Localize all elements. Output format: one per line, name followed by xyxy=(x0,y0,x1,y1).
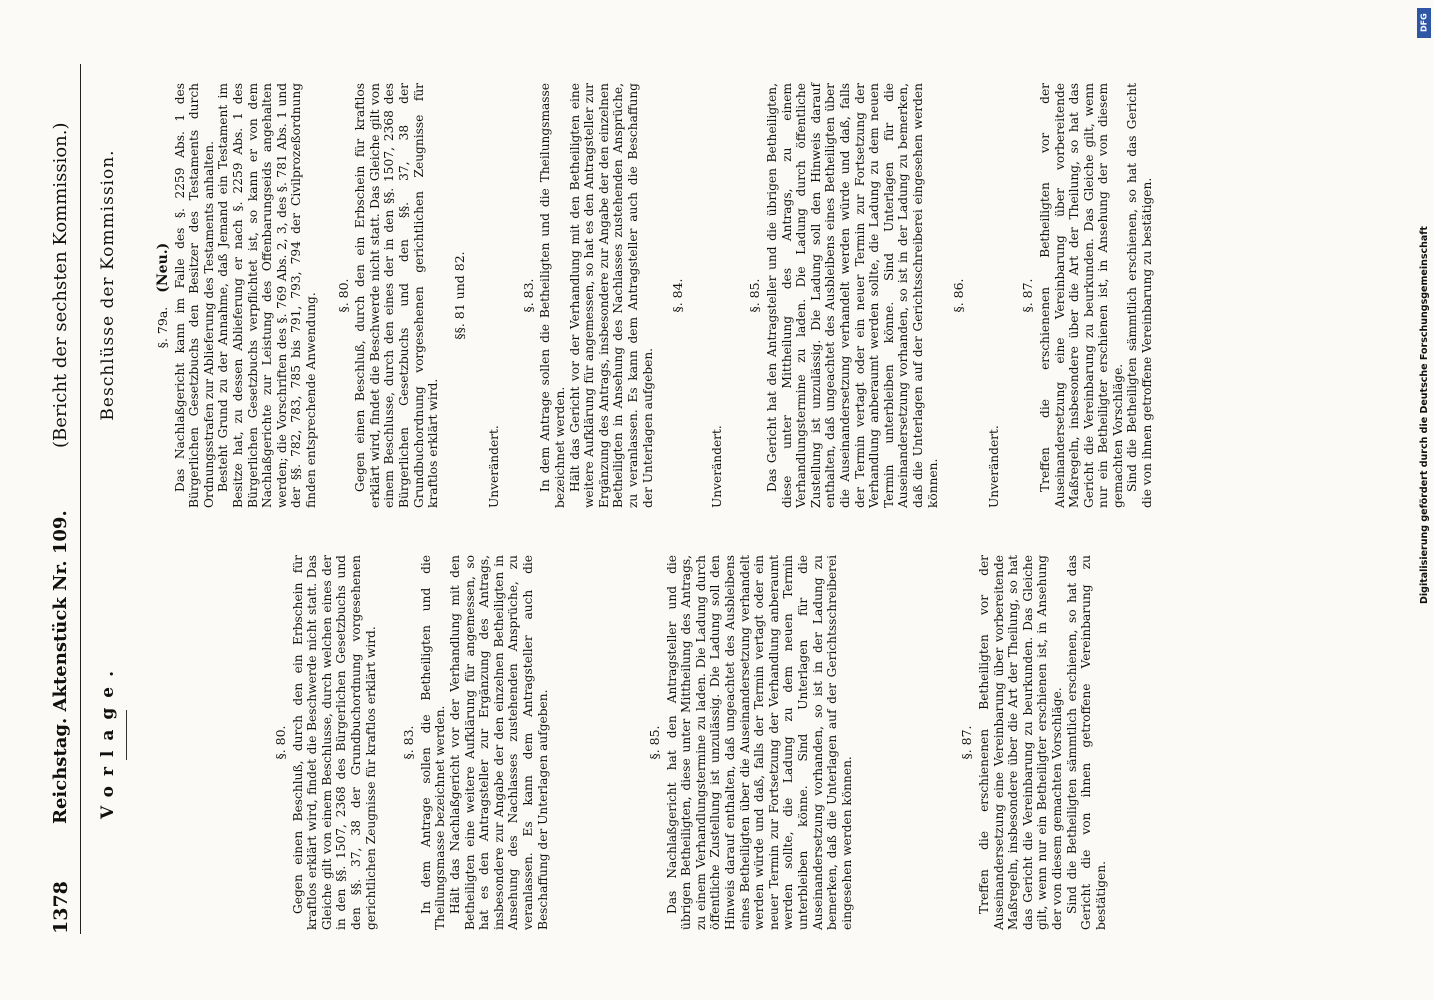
section-number xyxy=(453,83,468,508)
paragraph-text: Treffen die erschienenen Betheiligten vor der Auseinandersetzung eine Vereinbarung über vorbereitende Maßregeln, insbesondere über die Art der Theilung, so hat das Gericht die Vereinbarung zu beurkunden. Das Gleiche gilt, wenn nur ein Betheiligter erschienen ist, in Ansehung der von diesem gemachten Vorschläge. xyxy=(1037,83,1125,508)
header-left-title: Reichstag. Aktenstück Nr. 109. xyxy=(50,510,71,824)
section-number xyxy=(748,83,763,508)
section-label: §. 87. xyxy=(1020,278,1036,313)
unchanged-note: Unverändert. xyxy=(709,425,724,508)
section-number xyxy=(402,555,417,930)
section-number xyxy=(1021,83,1036,508)
paragraph-text: Das Nachlaßgericht kann im Falle des §. 2259 Abs. 1 des Bürgerlichen Gesetzbuchs den Besitzer des Testaments durch Ordnungsstrafen zur Ablieferung des Testaments anhalten. xyxy=(172,83,216,508)
section-label: §. 83. xyxy=(520,278,536,313)
paragraph-text: Das Nachlaßgericht hat den Antragsteller und die übrigen Betheiligten, diese unter Mittheilung des Antrags, zu einem Verhandlungstermine zu laden. Die Ladung durch öffentliche Zustellung ist unzulässig. Die Ladung soll den Hinweis darauf enthalten, daß ungeachtet des Ausbleibens eines Betheiligten über die Auseinandersetzung verhandelt werden würde und daß, falls der Termin vertagt oder ein neuer Termin zur Fortsetzung der Verhandlung anberaumt werden sollte, die Ladung zu dem neuen Termin unterbleiben könne. Sind Unterlagen für die Auseinandersetzung vorhanden, so ist in der Ladung zu bemerken, daß die Unterlagen auf der Gerichtsschreiberei eingesehen werden können. xyxy=(664,555,854,930)
page-number: 1378 xyxy=(50,881,72,934)
section-number xyxy=(274,555,289,930)
unchanged-note: Unverändert. xyxy=(487,425,502,508)
digitization-credit xyxy=(1414,0,1434,1000)
section-label: §. 83. xyxy=(401,725,417,760)
section-label: §§. 81 und 82. xyxy=(451,251,467,340)
paragraph-text: Gegen einen Beschluß, durch den ein Erbschein für kraftlos erklärt wird, findet die Beschwerde nicht statt. Das Gleiche gilt von einem Beschlusse, durch den eines der in den §§. 1507, 2368 des Bürgerlichen Gesetzbuchs und den §§. 37, 38 der Grundbuchordnung vorgesehenen gerichtlichen Zeugnisse für kraftlos erklärt wird. xyxy=(353,83,441,508)
header-right-title: (Bericht der sechsten Kommission.) xyxy=(50,122,71,448)
paragraph-text: In dem Antrage sollen die Betheiligten und die Theilungsmasse bezeichnet werden. xyxy=(538,83,568,508)
section-number xyxy=(522,83,537,508)
paragraph-text: Sind die Betheiligten sämmtlich erschienen, so hat das Gericht die von ihnen getroffene Vereinbarung zu bestätigen. xyxy=(1064,555,1108,930)
page-header xyxy=(44,54,80,934)
section-number xyxy=(960,555,975,930)
paragraph-text: Das Gericht hat den Antragsteller und die übrigen Betheiligten, diese unter Mittheilung des Antrags, zu einem Verhandlungstermine zu laden. Die Ladung durch öffentliche Zustellung ist unzulässig. Die Ladung soll den Hinweis darauf enthalten, daß ungeachtet des Ausbleibens eines Betheiligten über die Auseinandersetzung verhandelt werden würde und daß, falls der Termin vertagt oder ein neuer Termin zur Fortsetzung der Verhandlung anberaumt werden sollte, die Ladung zu dem neuen Termin unterbleiben könne. Sind Unterlagen für die Auseinandersetzung vorhanden, so ist in der Ladung zu bemerken, daß die Unterlagen auf der Gerichtsschreiberei eingesehen werden können. xyxy=(765,83,940,508)
section-number xyxy=(952,83,967,508)
paragraph-text: Hält das Nachlaßgericht vor der Verhandlung mit den Betheiligten eine weitere Aufklärung für angemessen, so hat es den Antragsteller zur Ergänzung des Antrags, insbesondere zur Angabe der den einzelnen Betheiligten in Ansehung des Nachlasses zustehenden Ansprüche, zu veranlassen. Es kann dem Antragsteller auch die Beschaffung der Unterlagen aufgeben. xyxy=(447,555,550,930)
credit-text: Digitalisierung gefördert durch die Deutsche Forschungsgemeinschaft xyxy=(1419,226,1430,604)
section-label: §. 85. xyxy=(747,278,763,313)
right-column-heading: Beschlüsse der Kommission. xyxy=(98,149,118,421)
section-number xyxy=(648,555,663,930)
section-number xyxy=(156,83,171,508)
section-label: §. 80. xyxy=(273,725,288,760)
section-label: §. 85. xyxy=(647,725,663,760)
left-column-heading: Vorlage. xyxy=(98,660,118,820)
paragraph-text: In dem Antrage sollen die Betheiligten und die Theilungsmasse bezeichnet werden. xyxy=(418,555,448,930)
paragraph-text: Hält das Gericht vor der Verhandlung mit den Betheiligten eine weitere Aufklärung für angemessen, so hat es den Antragsteller zur Ergänzung des Antrags, insbesondere zur Angabe der den einzelnen Betheiligten in Ansehung des Nachlasses zustehenden Ansprüche, zu veranlassen. Es kann dem Antragsteller auch die Beschaffung der Unterlagen aufgeben. xyxy=(567,83,655,508)
left-column xyxy=(150,555,1108,930)
header-rule xyxy=(80,64,81,934)
section-number xyxy=(671,83,686,508)
section-label: §. 87. xyxy=(959,725,975,760)
new-section-tag: (Neu.) xyxy=(155,242,171,293)
right-column xyxy=(150,83,1155,508)
section-label: §. 84. xyxy=(670,278,686,313)
paragraph-text: Sind die Betheiligten sämmtlich erschienen, so hat das Gericht die von ihnen getroffene Vereinbarung zu bestätigen. xyxy=(1125,83,1155,508)
section-label: §. 80. xyxy=(335,278,351,313)
paragraph-text: Gegen einen Beschluß, durch den ein Erbschein für kraftlos erklärt wird, findet die Beschwerde nicht statt. Das Gleiche gilt von einem Beschlusse, durch welchen eines der in den §§. 1507, 2368 des Bürgerlichen Gesetzbuchs und den §§. 37, 38 der Grundbuchordnung vorgesehenen gerichtlichen Zeugnisse für kraftlos erklärt wird. xyxy=(290,555,378,930)
unchanged-note: Unverändert. xyxy=(986,425,1001,508)
section-label: §. 79a. xyxy=(155,306,170,349)
section-number xyxy=(337,83,352,508)
paragraph-text: Besteht Grund zu der Annahme, daß Jemand ein Testament im Besitze hat, zu dessen Ablieferung er nach §. 2259 Abs. 1 des Bürgerlichen Gesetzbuchs verpflichtet ist, so kann er von dem Nachlaßgerichte zur Leistung des Offenbarungseids angehalten werden; die Vorschriften des §. 769 Abs. 2, 3, des §. 781 Abs. 1 und der §§. 782, 783, 785 bis 791, 793, 794 der Civilprozeßordnung finden entsprechende Anwendung. xyxy=(216,83,318,508)
dfg-logo: DFG xyxy=(1417,8,1431,38)
heading-rule xyxy=(126,710,127,760)
section-label: §. 86. xyxy=(951,278,967,313)
paragraph-text: Treffen die erschienenen Betheiligten vor der Auseinandersetzung eine Vereinbarung über vorbereitende Maßregeln, insbesondere über die Art der Theilung, so hat das Gericht die Vereinbarung zu beurkunden. Das Gleiche gilt, wenn nur ein Betheiligter erschienen ist, in Ansehung der von diesem gemachten Vorschläge. xyxy=(977,555,1064,930)
